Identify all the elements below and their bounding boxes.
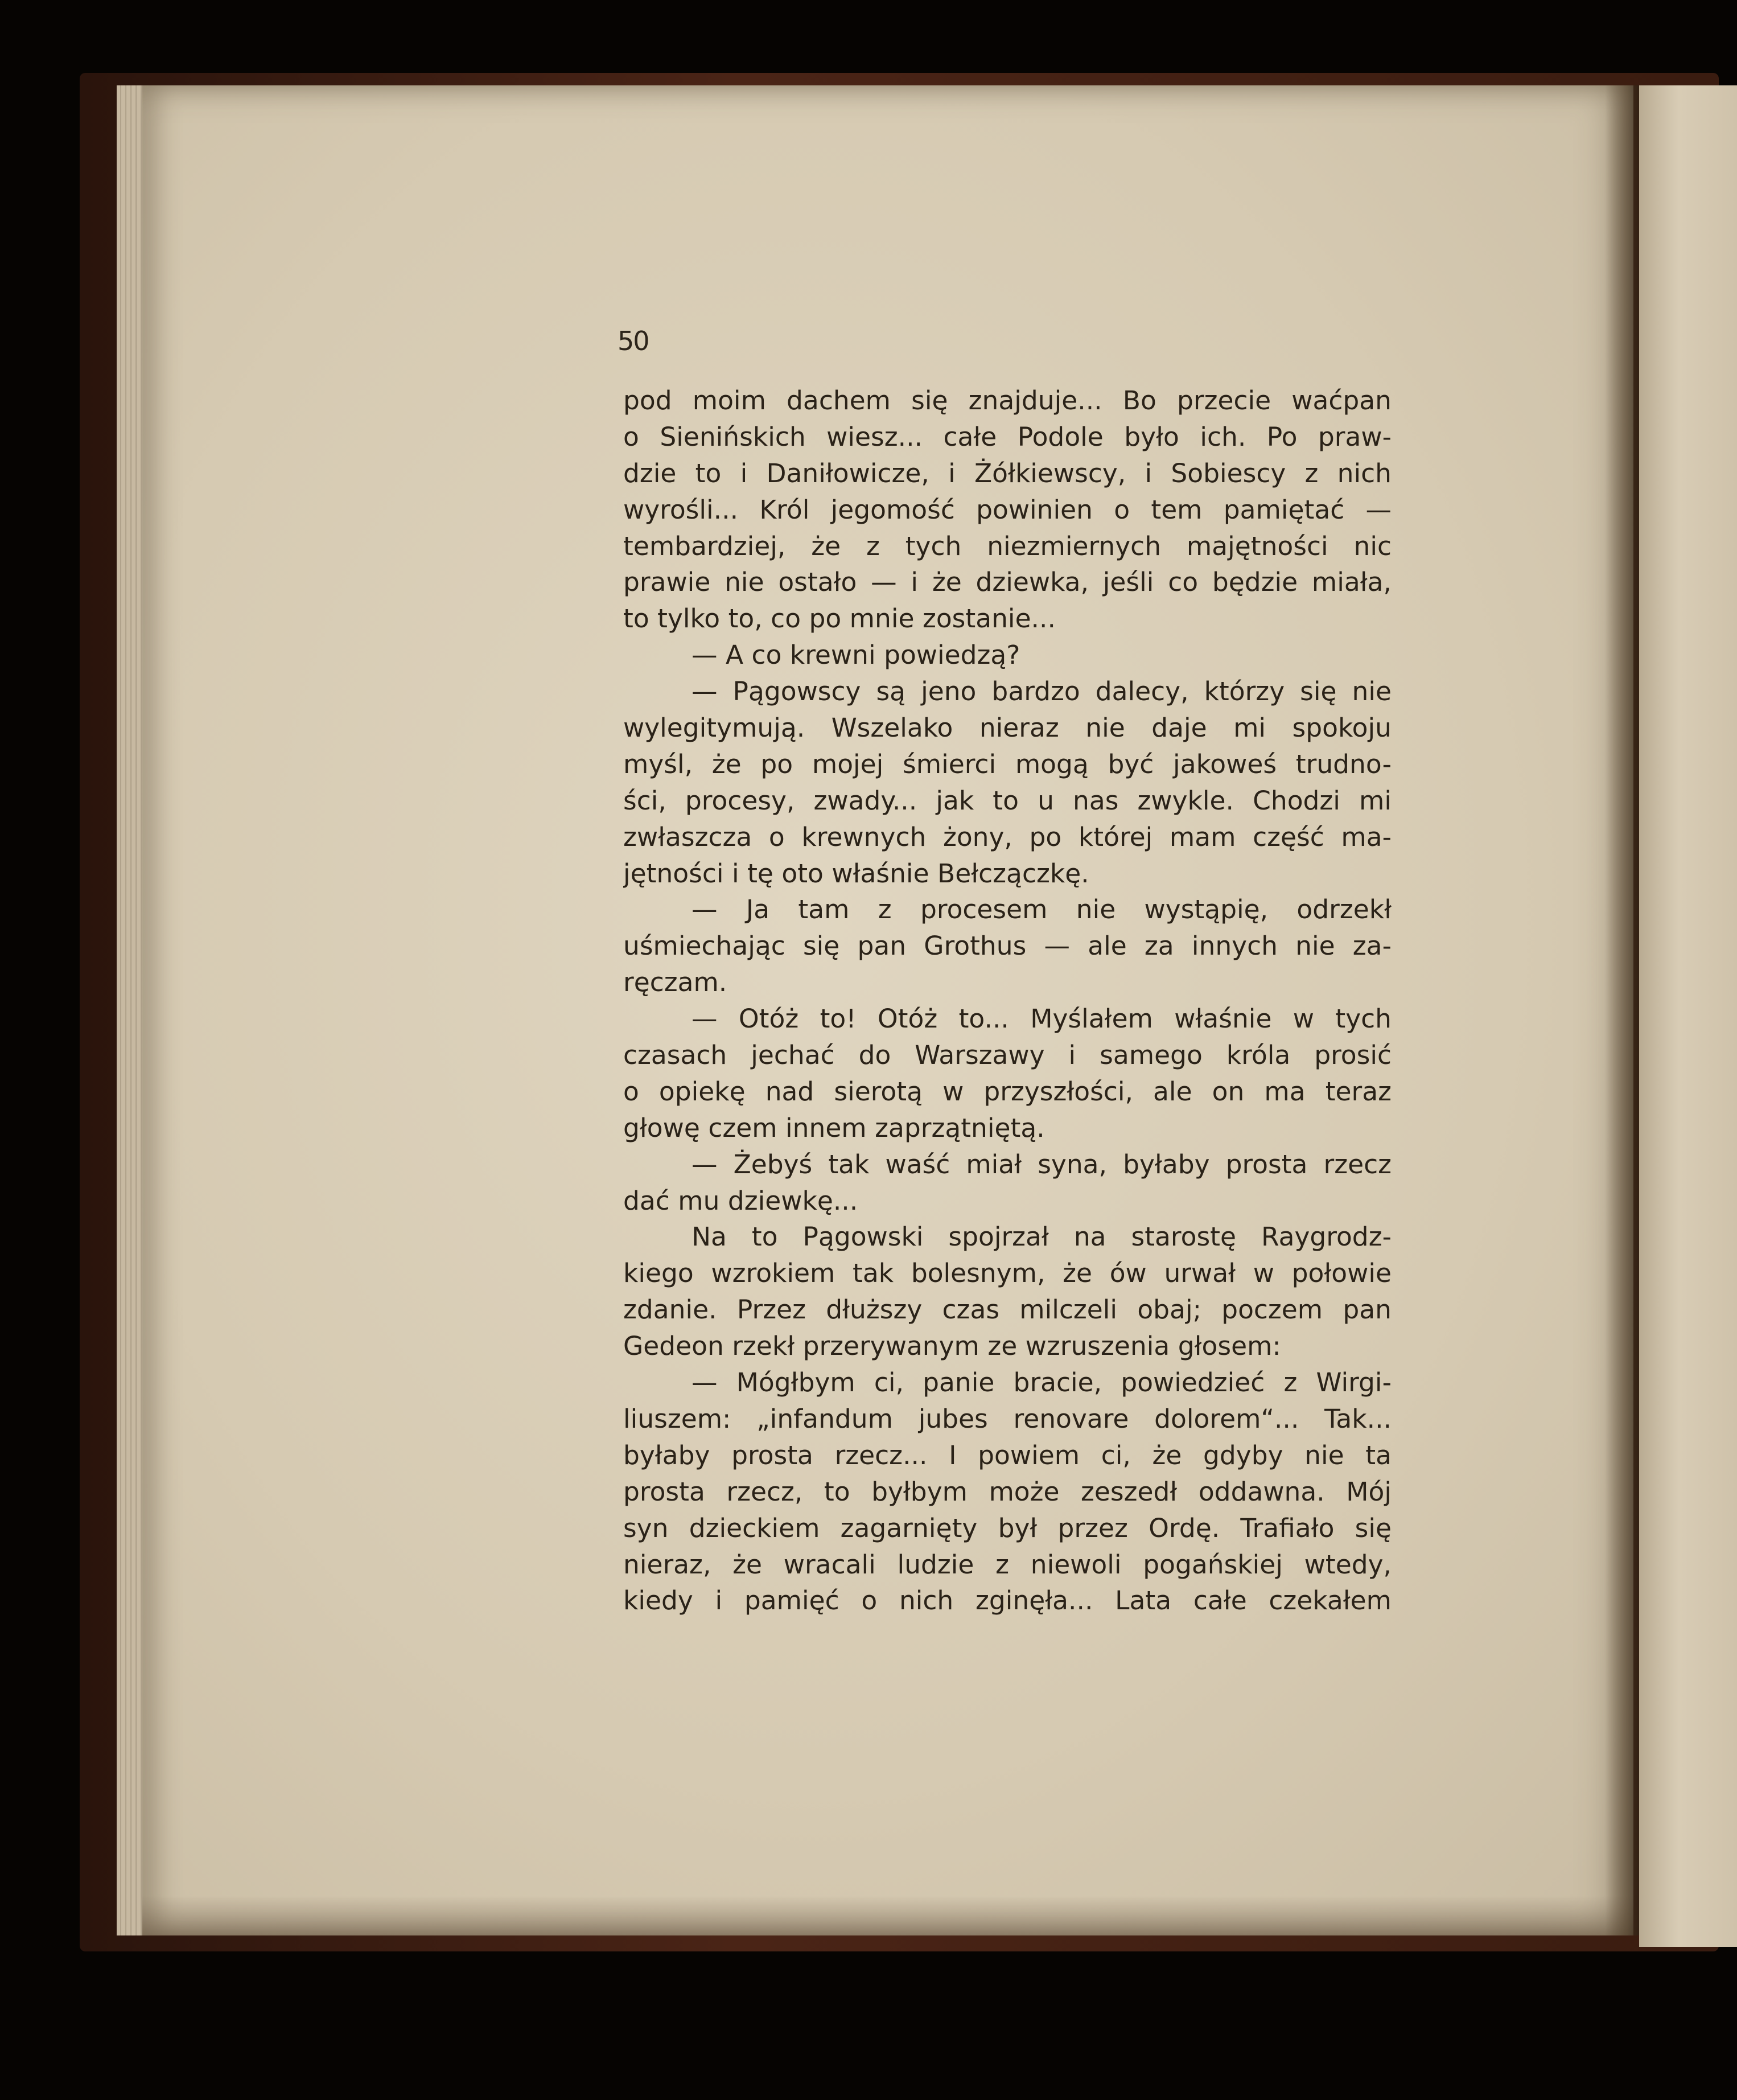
text-line: zdanie. Przez dłuższy czas milczeli obaj; poczem pan [623,1294,1392,1325]
text-line: uśmiechając się pan Grothus — ale za innych nie za- [623,931,1392,961]
text-line: to tylko to, co po mnie zostanie... [623,603,1056,634]
text-line: czasach jechać do Warszawy i samego króla prosić [623,1040,1392,1071]
text-line: dać mu dziewkę... [623,1185,858,1216]
text-line: — Ja tam z procesem nie wystąpię, odrzekł [691,894,1392,925]
text-line: prosta rzecz, to byłbym może zeszedł oddawna. Mój [623,1476,1392,1507]
text-line: głowę czem innem zaprzątniętą. [623,1112,1045,1143]
text-line: — Mógłbym ci, panie bracie, powiedzieć z Wirgi- [691,1367,1392,1398]
text-line: myśl, że po mojej śmierci mogą być jakoweś trudno- [623,749,1392,779]
page-number: 50 [618,326,649,356]
text-line: — Pągowscy są jeno bardzo dalecy, którzy się nie [691,676,1392,707]
text-line: wylegitymują. Wszelako nieraz nie daje mi spokoju [623,713,1392,743]
text-line: ści, procesy, zwady... jak to u nas zwykle. Chodzi mi [623,785,1392,816]
text-line: tembardziej, że z tych niezmiernych majętności nic [623,531,1392,561]
text-line: kiego wzrokiem tak bolesnym, że ów urwał w połowie [623,1258,1392,1289]
text-line: — Otóż to! Otóż to... Myślałem właśnie w tych [691,1004,1392,1034]
text-line: kiedy i pamięć o nich zginęła... Lata całe czekałem [623,1585,1392,1616]
text-line: o opiekę nad sierotą w przyszłości, ale on ma teraz [623,1076,1392,1107]
text-line: wyrośli... Król jegomość powinien o tem pamiętać — [623,494,1392,525]
text-line: prawie nie ostało — i że dziewka, jeśli co będzie miała, [623,567,1392,598]
text-line: jętności i tę oto właśnie Bełczączkę. [623,858,1089,889]
text-line: Na to Pągowski spojrzał na starostę Raygrodz- [691,1222,1392,1252]
text-line: nieraz, że wracali ludzie z niewoli pogańskiej wtedy, [623,1549,1392,1580]
text-line: ręczam. [623,967,727,998]
text-line: liuszem: „infandum jubes renovare dolorem“... Tak... [623,1403,1392,1434]
text-line: zwłaszcza o krewnych żony, po której mam część ma- [623,821,1392,852]
text-line: dzie to i Daniłowicze, i Żółkiewscy, i Sobiescy z nich [623,458,1392,488]
text-line: o Sienińskich wiesz... całe Podole było ich. Po praw- [623,421,1392,452]
text-line: — Żebyś tak waść miał syna, byłaby prosta rzecz [691,1149,1392,1180]
text-line: Gedeon rzekł przerywanym ze wzruszenia głosem: [623,1331,1281,1362]
text-line: — A co krewni powiedzą? [691,640,1020,671]
facing-page-edge [1639,85,1737,1947]
page-text [623,383,1392,1619]
text-line: byłaby prosta rzecz... I powiem ci, że gdyby nie ta [623,1440,1392,1470]
page-bottom-shadow [142,1896,1633,1935]
text-line: syn dzieckiem zagarnięty był przez Ordę. Trafiało się [623,1513,1392,1543]
text-line: pod moim dachem się znajduje... Bo przecie waćpan [623,385,1392,416]
